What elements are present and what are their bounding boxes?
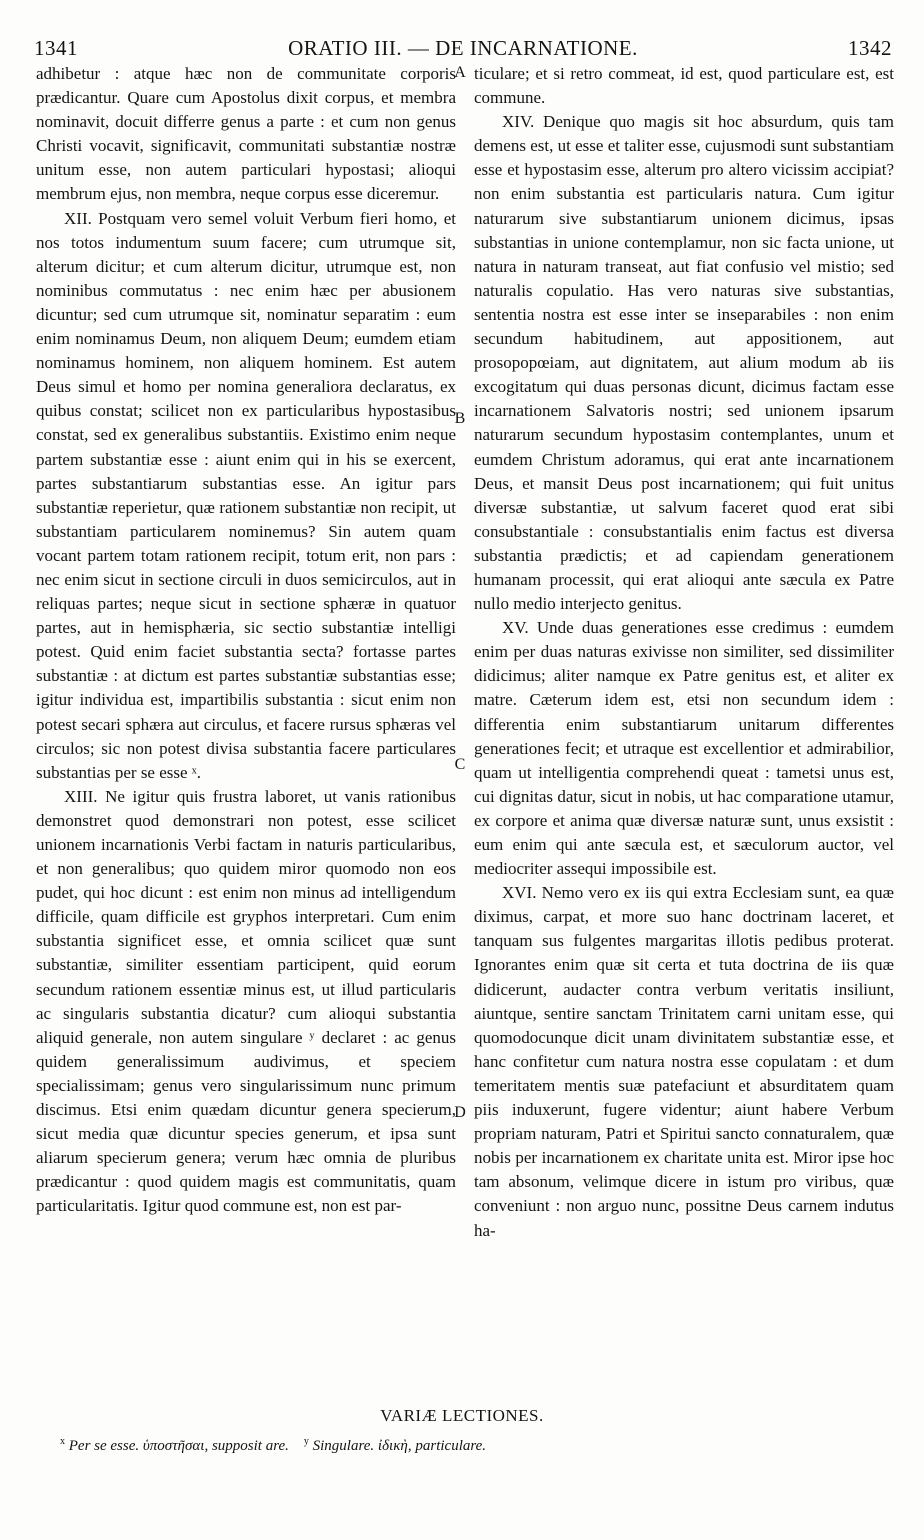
margin-marker-d: D — [454, 1104, 466, 1121]
variae-lectiones-title: VARIÆ LECTIONES. — [380, 1406, 544, 1425]
left-column — [36, 62, 456, 1219]
note-y-mark: y — [303, 1436, 309, 1447]
variant-readings — [60, 1436, 880, 1455]
paragraph: XV. Unde duas generationes esse credimus : eumdem enim per duas naturas exivisse non similiter, sed dissimiliter didicimus; aliter namque ex Patre genitus est, et aliter ex matre. Cæterum idem est, etsi non secundum idem : differentia enim substantiarum unitarum differentes generationes fecit; et utraque est excellentior et admirabilior, quam ut intelligentia comprehendi queat : tametsi unus est, cui dignitas datur, sicut in nobis, ut hac comparatione utamur, ex corpore et anima quæ diversæ naturæ sunt, unus exsistit : eum enim qui ante sæcula est, et sæculorum auctor, vel mediocriter assequi impossibile est. — [474, 618, 894, 879]
note-x-mark: x — [60, 1436, 65, 1447]
paragraph: XII. Postquam vero semel voluit Verbum fieri homo, et nos totos indumentum suum facere; cum utrumque sit, alterum dicitur; et cum alterum dicitur, utrumque est, non nominibus commutatus : nec enim hæc per abusionem dicuntur; sed cum utrumque sit, nominatur separatim : eum enim nominamus Deum, non aliquem Deum; eumdem etiam nominamus hominem, non aliquem hominem. Est autem Deus simul et homo per nomina generaliora declaratus, ex quibus constat; scilicet non ex particularibus hypostasibus constat, sed ex generalibus substantiis. Existimo enim neque partem substantiæ esse : aiunt enim qui in his se exercent, partes substantiarum substantias esse. An igitur pars substantiæ reperietur, quæ rationem substantiæ non recipit, ut substantiam particularem nominemus? Sin autem quam vocant partem totam rationem recipit, totum erit, non pars : nec enim sicut in sectione circuli in duos semicirculos, aut in reliquas partes; neque sicut in sectione sphæræ in quatuor partes, aut in hemisphæria, sic sectio substantiæ intelligi potest. Quid enim faciet substantia secta? fortasse partes substantiæ : at dictum est partes substantiæ substantias esse; igitur individua est, impartibilis substantia : sicut enim non potest secari sphæra aut circulus, et facere rursus sphæras vel circulos; sic non potest divisa substantia facere particulares substantias per se esse ˣ. — [36, 208, 456, 782]
note-y: Singulare. ἰδικὴ, particulare. — [312, 1438, 487, 1454]
paragraph: adhibetur : atque hæc non de communitate corporis prædicantur. Quare cum Apostolus dixit corpus, et membra nominavit, docuit differre genus a parte : et cum non genus Christi vocavit, significavit, communitati substantiæ nostræ unitum esse, non autem particulari hypostasi; alioqui membrum ejus, non membra, neque corpus esse diceremur. — [36, 64, 456, 204]
margin-marker-b: B — [454, 410, 466, 427]
paragraph: XVI. Nemo vero ex iis qui extra Ecclesiam sunt, ea quæ diximus, carpat, et more suo hanc doctrinam laceret, et tanquam sus fulgentes margaritas illotis pedibus proterat. Ignorantes enim quæ sit certa et tuta doctrina de iis quæ didicerunt, audacter contra verbum veritatis insiliunt, aiuntque, sentire sanctam Trinitatem carni unitam esse, qui quomodocunque dicit unam divinitatem substantiæ esse, et hanc confitetur cum natura nostra esse copulatam : et dum temeritatem mentis suæ patefaciunt et absurditatem quam piis induxerunt, fugere videntur; aiunt habere Verbum propriam naturam, Patri et Spiritui sancto connaturalem, quæ nobis per incarnationem ex charitate unita est. Miror ipse hoc tam absonum, velimque dicere in istum pro viribus, quæ conveniunt : non arguo nunc, possitne Deus carnem indutus ha- — [474, 883, 894, 1240]
page-number-right: 1342 — [848, 36, 892, 60]
right-column — [474, 62, 894, 1243]
margin-marker-c: C — [454, 756, 466, 773]
page-number-left: 1341 — [34, 36, 78, 60]
margin-marker-a: A — [454, 64, 466, 81]
note-x: Per se esse. ὑποστῆσαι, supposit are. — [68, 1438, 289, 1454]
running-title: ORATIO III. — DE INCARNATIONE. — [288, 36, 638, 60]
paragraph: ticulare; et si retro commeat, id est, quod particulare est, est commune. — [474, 64, 894, 108]
paragraph: XIII. Ne igitur quis frustra laboret, ut vanis rationibus demonstret quod demonstrari non potest, esse scilicet unionem incarnationis Verbi factam in naturis particularibus, et non generalibus; quo quidem miror quomodo non eos pudet, qui hoc dicunt : est enim non minus ad intelligendum difficile, quam difficile est gryphos interpretari. Cum enim substantia significet esse, et omnia scilicet quæ sunt substantiæ, similiter essentiam participent, quid eorum secundum rationem essentiæ minus est, ut illud particularis ac singularis substantia dicatur? cum alioqui substantia aliquid generale, non autem singulare ʸ declaret : ac genus quidem generalissimum audivimus, et speciem specialissimam; genus vero singularissimum nunc primum discimus. Etsi enim quædam dicuntur genera specierum, sicut media quæ dicuntur species generum, et ipsa sunt aliarum specierum genera; verum hæc omnia de pluribus prædicantur : quod quidem magis est communitatis, quam particularitatis. Igitur quod commune est, non est par- — [36, 786, 456, 1216]
paragraph: XIV. Denique quo magis sit hoc absurdum, quis tam demens est, ut esse et taliter esse, cujusmodi sunt substantiam esse et hypostasim esse, alterum pro altero vicissim accipiat? non enim substantia est particularis natura. Cum igitur naturarum sive substantiarum unionem dicimus, ipsas substantias in unione contemplamur, non sic facta unione, ut natura in naturam transeat, aut fiat confusio vel mistio; sed naturalis copulatio. Has vero naturas sive substantias, sententia nostra est esse inter se inseparabiles : non enim secundum habitudinem, aut appositionem, aut prosopopœiam, aut dignitatem, aut alium modum ab iis excogitatum qui duas personas dicunt, dicimus factam esse incarnationem Salvatoris nostri; sed unionem ipsarum naturarum secundum hypostasim contemplantes, unum et eumdem Christum adoramus, qui erat ante incarnationem Deus, et mansit Deus post incarnationem; qui fuit unitus diversæ substantiæ, ut salvum faceret quod erat sibi consubstantiale : consubstantialis enim factus est diversa substantia prædictis; et ad capiendam generationem humanam processit, qui erat alioqui ante sæcula ex Patre nullo medio interjecto genitus. — [474, 112, 894, 614]
